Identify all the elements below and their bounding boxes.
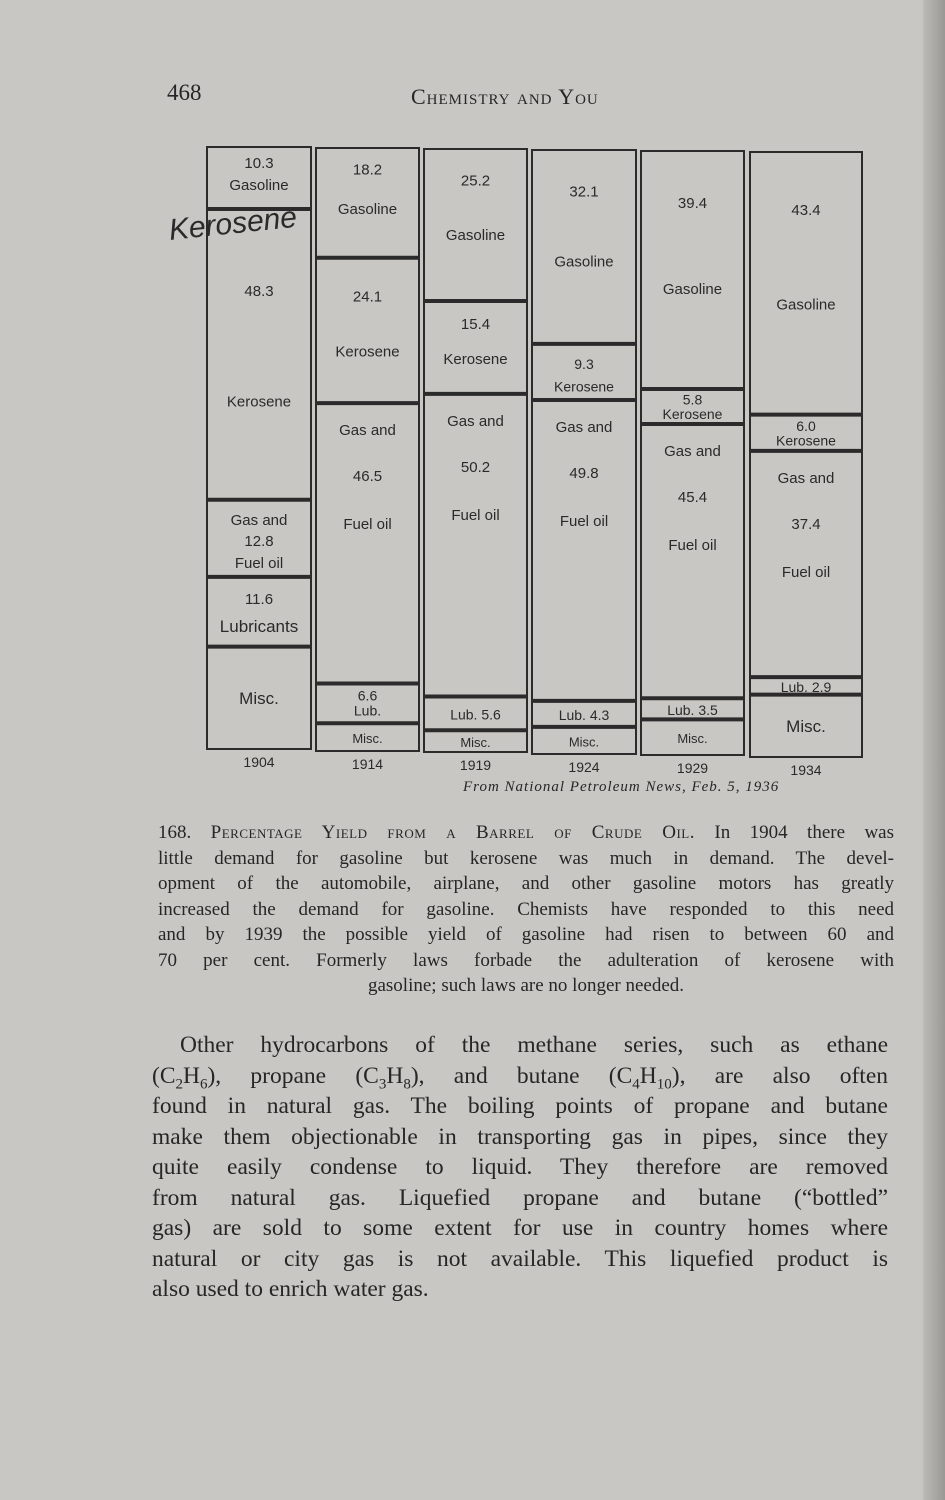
fuel-oil-value-label: 50.2: [460, 458, 491, 476]
fuel-oil-label-line2: Fuel oil: [451, 506, 500, 524]
misc-label: Misc.: [677, 731, 708, 747]
misc-label: Misc.: [568, 734, 600, 750]
bar-column-1934: [750, 152, 862, 757]
kerosene-label: Kerosene: [335, 343, 400, 361]
gasoline-label: Gasoline: [776, 296, 836, 314]
kerosene-value-label: 6.0: [796, 417, 816, 434]
fuel-oil-label-line2: Fuel oil: [781, 563, 831, 581]
fuel-oil-label-line2: Fuel oil: [668, 537, 717, 555]
kerosene-label: Kerosene: [443, 351, 508, 369]
body-line: quite easily condense to liquid. They therefore are removed: [152, 1154, 888, 1180]
gasoline-label: Gasoline: [229, 177, 289, 194]
year-label-1904: 1904: [243, 754, 275, 770]
year-label-1919: 1919: [459, 757, 492, 773]
body-line: found in natural gas. The boiling points of propane and butane: [152, 1093, 888, 1119]
formula-text: H: [639, 1062, 657, 1089]
fuel-oil-label-line1: Gas and: [777, 469, 835, 487]
fuel-oil-label-line2: Fuel oil: [234, 554, 284, 572]
fuel-oil-label-line1: Gas and: [339, 422, 396, 440]
body-line: natural or city gas is not available. This liquefied product is: [152, 1245, 888, 1272]
kerosene-value-label: 15.4: [460, 315, 491, 333]
kerosene-label: Kerosene: [662, 405, 723, 422]
lubricants-value-label: 6.6: [357, 687, 378, 704]
gasoline-value-label: 32.1: [569, 183, 599, 201]
misc-label: Misc.: [460, 735, 491, 751]
kerosene-label: Kerosene: [554, 378, 614, 395]
kerosene-label: Kerosene: [226, 393, 292, 411]
fuel-oil-label-line2: Fuel oil: [559, 513, 609, 531]
caption-line: gasoline; such laws are no longer needed.: [367, 975, 685, 996]
kerosene-label: Kerosene: [776, 432, 836, 449]
misc-label: Misc.: [786, 716, 826, 736]
running-head: Chemistry and You: [411, 84, 599, 109]
year-label-1929: 1929: [676, 760, 709, 776]
body-line: make them objectionable in transporting gas in pipes, since they: [152, 1123, 888, 1150]
lubricants-label: Lub.: [353, 702, 382, 719]
body-line-formulas: [152, 1061, 888, 1092]
fuel-oil-label-line2: Fuel oil: [343, 516, 392, 534]
caption-line: 70 per cent. Formerly laws forbade the adulteration of kerosene with: [158, 949, 894, 971]
year-label-1934: 1934: [790, 762, 822, 778]
gasoline-label: Gasoline: [337, 200, 398, 218]
formula-text: ), propane (C: [207, 1062, 379, 1089]
fuel-oil-value-label: 46.5: [352, 468, 383, 486]
body-line: from natural gas. Liquefied propane and butane (“bottled”: [152, 1184, 888, 1211]
body-line: Other hydrocarbons of the methane series, such as ethane: [180, 1032, 888, 1058]
body-line: gas) are sold to some extent for use in country homes where: [152, 1215, 888, 1241]
subscript: 6: [199, 1076, 208, 1093]
caption-line: and by 1939 the possible yield of gasoline had risen to between 60 and: [158, 924, 894, 945]
formula-text: H: [183, 1062, 200, 1089]
fuel-oil-value-label: 49.8: [569, 465, 599, 483]
gasoline-value-label: 18.2: [352, 161, 383, 179]
subscript: 10: [656, 1076, 672, 1093]
subscript: 8: [403, 1076, 411, 1093]
kerosene-value-label: 5.8: [682, 391, 703, 408]
page-number: 468: [167, 80, 202, 105]
fuel-oil-label-line1: Gas and: [230, 511, 288, 529]
caption-title: Percentage Yield from a Barrel of Crude Oil.: [210, 822, 695, 843]
gasoline-value-label: 39.4: [677, 195, 708, 213]
lubricants-label: Lub. 2.9: [780, 678, 832, 695]
gasoline-label: Gasoline: [554, 253, 614, 271]
fuel-oil-label-line1: Gas and: [664, 443, 721, 461]
figure-caption: [158, 820, 894, 999]
gasoline-label: Gasoline: [445, 227, 506, 245]
lubricants-label: Lub. 5.6: [450, 706, 501, 723]
year-label-1914: 1914: [351, 756, 384, 772]
caption-first-line-rest: In 1904 there was: [714, 822, 894, 843]
fuel-oil-value-label: 12.8: [244, 532, 274, 550]
gasoline-value-label: 25.2: [460, 172, 491, 190]
fuel-oil-label-line1: Gas and: [555, 419, 613, 437]
caption-number: 168.: [158, 822, 192, 843]
year-label-1924: 1924: [568, 759, 600, 775]
kerosene-value-label: 48.3: [244, 283, 274, 301]
gasoline-value-label: 10.3: [244, 155, 274, 172]
caption-line: little demand for gasoline but kerosene was much in demand. The devel-: [158, 847, 894, 869]
misc-label: Misc.: [239, 688, 279, 708]
kerosene-value-label: 9.3: [574, 356, 594, 373]
figure-source: From National Petroleum News, Feb. 5, 1936: [463, 779, 780, 795]
body-line: also used to enrich water gas.: [152, 1276, 429, 1302]
bar-column-1914: [316, 148, 419, 751]
subscript: 2: [175, 1076, 183, 1093]
kerosene-value-label: 24.1: [352, 288, 383, 306]
fuel-oil-value-label: 37.4: [791, 515, 821, 533]
formula-text: ), and butane (C: [410, 1062, 633, 1089]
gasoline-label: Gasoline: [662, 280, 723, 298]
fuel-oil-value-label: 45.4: [677, 489, 708, 507]
fuel-oil-label-line1: Gas and: [447, 412, 504, 430]
caption-line: increased the demand for gasoline. Chemists have responded to this need: [158, 898, 894, 920]
body-paragraph: [152, 1030, 888, 1305]
lubricants-label: Lubricants: [219, 616, 299, 636]
subscript: 3: [378, 1076, 387, 1093]
formula-text: H: [386, 1062, 404, 1089]
bar-column-1924: [532, 150, 636, 754]
lubricants-label: Lub. 4.3: [558, 706, 610, 723]
formula-text: (C: [152, 1062, 176, 1089]
handwritten-annotation: Kerosene: [167, 200, 299, 247]
lubricants-label: Lub. 3.5: [667, 701, 718, 718]
formula-text: ), are also often: [671, 1062, 888, 1089]
misc-label: Misc.: [352, 731, 383, 747]
caption-line: opment of the automobile, airplane, and other gasoline motors has greatly: [158, 873, 894, 894]
gasoline-value-label: 43.4: [791, 202, 821, 220]
lubricants-value-label: 11.6: [244, 590, 274, 608]
caption-line: [158, 820, 894, 846]
subscript: 4: [632, 1076, 640, 1093]
